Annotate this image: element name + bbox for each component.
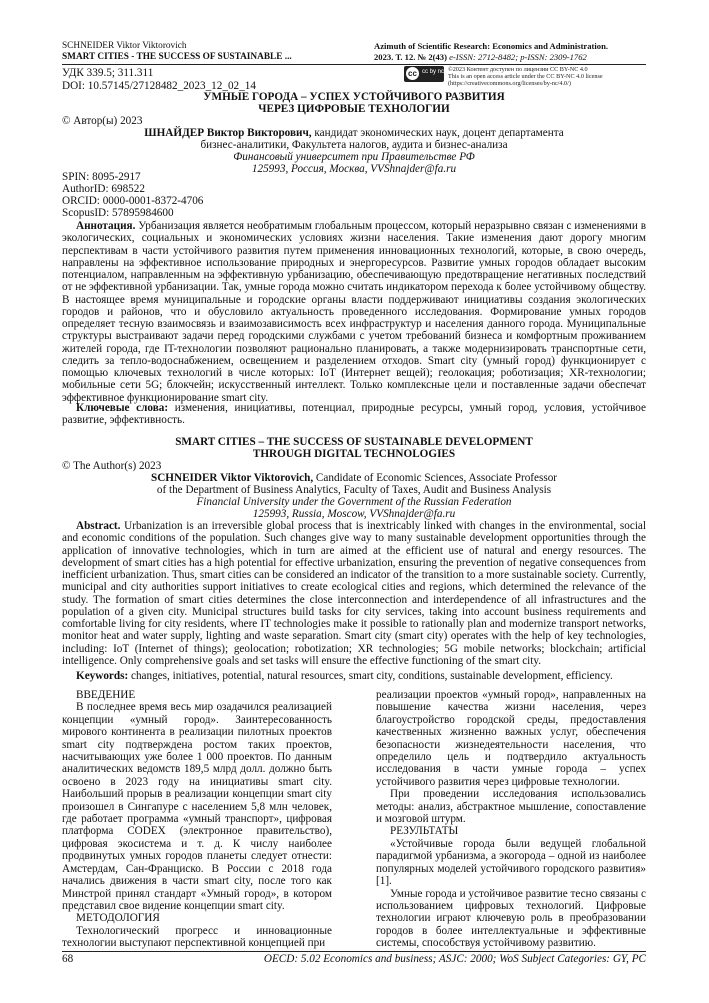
journal-issue-line	[374, 52, 654, 63]
license-line-2: This is an open access article under the CC BY-NC 4.0 license	[448, 73, 603, 80]
results-quote-paragraph: «Устойчивые города были ведущей глобальной парадигмой урбанизма, а экогорода – одной из наиболее популярных моделей устойчивого городского развития» [1].	[376, 837, 646, 888]
header-author: SCHNEIDER Viktor Viktorovich	[62, 41, 187, 51]
ru-title-line-2: ЧЕРЕЗ ЦИФРОВЫЕ ТЕХНОЛОГИИ	[258, 103, 450, 115]
en-title-line-2: THROUGH DIGITAL TECHNOLOGIES	[252, 448, 456, 460]
ru-copyright: © Автор(ы) 2023	[62, 115, 143, 127]
udc-code: УДК 339.5; 311.311	[62, 67, 154, 79]
license-link[interactable]: (https://creativecommons.org/licenses/by-nc/4.0/)	[448, 80, 571, 87]
en-keywords	[62, 670, 646, 682]
journal-issue: 2023. Т. 12. № 2(43)	[374, 51, 447, 62]
ru-keywords-label: Ключевые слова:	[76, 402, 169, 414]
body-column-right	[376, 689, 646, 950]
en-address: 125993, Russia, Moscow, VVShnajder@fa.ru	[252, 508, 456, 520]
cc-circle-icon: cc	[406, 67, 419, 80]
introduction-paragraph: В последнее время весь мир озадачился реализацией концепции «умный город». Заинтересованность мирового континента в реализации пилотных проектов smart city подтверждена ростом таких проектов, насчитывающих уже более 1 000 проектов. По данным аналитических ведомств 189,5 млрд долл. должно быть освоено в 2023 году на инициативы smart city. Наибольший прорыв в реализации концепции smart city произошел в Сингапуре с населением 5,8 млн человек, где работает программа «умный транспорт», цифровая платформа CODEX (электронное правительство), цифровая экосистема и т. д. К числу наиболее продвинутых умных городов планеты следует отнести: Амстердам, Сан-Франциско. В России с 2018 года начались движения в части smart city, после того как Минстрой принял стандарт «Умный город», в котором представил свое видение концепции smart city.	[62, 701, 332, 912]
ru-address: 125993, Россия, Москва, VVShnajder@fa.ru	[251, 163, 457, 175]
author-authorid: AuthorID: 698522	[62, 183, 145, 195]
section-heading-methodology: МЕТОДОЛОГИЯ	[76, 912, 160, 925]
ru-affiliation: Финансовый университет при Правительстве РФ	[233, 151, 475, 163]
methods-paragraph: При проведении исследования использовались методы: анализ, абстрактное мышление, сопоставление и мозговой штурм.	[376, 788, 646, 826]
doi[interactable]: DOI: 10.57145/27128482_2023_12_02_14	[62, 79, 256, 92]
methodology-paragraph-start: Технологический прогресс и инновационные технологии выступают перспективной концепцией при	[62, 924, 332, 950]
footer-divider	[62, 951, 646, 952]
ru-title-line-1: УМНЫЕ ГОРОДА – УСПЕХ УСТОЙЧИВОГО РАЗВИТИЯ	[203, 91, 505, 103]
en-author-name: SCHNEIDER Viktor Viktorovich,	[150, 472, 314, 484]
ru-author-line-1	[62, 127, 646, 140]
author-scopusid: ScopusID: 57895984600	[62, 207, 174, 219]
subject-classification: OECD: 5.02 Economics and business; ASJC: 2000; WoS Subject Categories: GY, PC	[263, 953, 646, 965]
en-keywords-text: changes, initiatives, potential, natural resources, smart city, conditions, sustainable development, efficiency.	[128, 670, 613, 682]
header-divider	[62, 64, 646, 65]
results-paragraph: Умные города и устойчивое развитие тесно связаны с использованием цифровых технологий. Цифровые технологии играют ключевую роль в преобразовании городов в более интеллектуальные и эффективные системы, способствуя устойчивому развитию.	[376, 887, 646, 950]
en-abstract-label: Abstract.	[76, 520, 121, 532]
author-spin: SPIN: 8095-2917	[62, 171, 141, 183]
running-header-left	[62, 41, 322, 63]
en-title-line-1: SMART CITIES – THE SUCCESS OF SUSTAINABLE DEVELOPMENT	[175, 436, 533, 448]
en-keywords-label: Keywords:	[76, 670, 129, 682]
section-heading-introduction: ВВЕДЕНИЕ	[76, 689, 136, 701]
journal-issn: e-ISSN: 2712-8482; p-ISSN: 2309-1762	[449, 51, 587, 62]
body-column-left	[62, 689, 332, 950]
running-header-right	[374, 41, 654, 62]
ru-keywords-text: изменения, инициативы, потенциал, природные ресурсы, умный город, условия, устойчивое развитие, эффективность.	[62, 402, 646, 427]
methodology-paragraph-continued: реализации проектов «умный город», направленных на повышение качества жизни населения, через благоустройство городской среды, предоставления качественных жизненно важных услуг, обеспечения безопасности жизнедеятельности населения, что определило цель и подтвердило актуальность исследования в части умные города – успех устойчивого развития через цифровые технологии.	[376, 689, 646, 788]
en-author-department: of the Department of Business Analytics, Faculty of Taxes, Audit and Business Analysis	[156, 484, 552, 496]
ru-abstract-text: Урбанизация является необратимым глобальным процессом, который неразрывно связан с изменениями в экологических, социальных и экономических условиях жизни населения. Такие изменения дают дорогу многим перспективам в части устойчивого развития путем применения инновационных технологий, которые, в свою очередь, направлены на эффективное использование природных и энергоресурсов. Развитие умных городов обладает высоким потенциалом, направленным на эффективную урбанизацию, обеспечивающую предотвращение негативных последствий от не эффективной урбанизации. Так, умные города можно считать индикатором перехода к более устойчивому обществу. В настоящее время муниципальные и городские органы власти поддерживают инициативы создания экологических городов и районов, что и обусловило актуальность проведенного исследования. Формирование умных городов определяет тесную взаимосвязь и взаимозависимость всех инфраструктур и населения данного города. Муниципальные структуры выстраивают задачи перед городскими службами с учетом требований бизнеса и комфортным проживанием жителей города, где IT-технологии позволяют рационально планировать, а также модернизировать транспортные сети, следить за тепло-водоснабжением, освещением и разделением отходов. Smart city (умный город) функционирует с помощью ключевых технологий в числе которых: IoT (Интернет вещей); геолокация; роботизация; XR-технологии; мобильные сети 5G; блокчейн; искусственный интеллект. Только комплексные цели и поставленные задачи обеспечат эффективное функционирование smart city.	[62, 220, 646, 404]
cc-badge-label: cc by nc	[422, 69, 445, 75]
en-abstract-text: Urbanization is an irreversible global process that is inextricably linked with changes in the environmental, social and economic conditions of the population. Such changes give way to many sustainable development opportunities through the application of innovative technologies, which in turn are aimed at the efficient use of natural and energy resources. The development of smart cities has a high potential for effective urbanization, ensuring the prevention of negative consequences from inefficient urbanization. Thus, smart cities can be considered an indicator of the transition to a more sustainable society. Currently, municipal and city authorities support initiatives to create ecological cities and regions, which determined the relevance of the study. The formation of smart cities determines the close interconnection and interdependence of all infrastructures and the population of a given city. Municipal structures build tasks for city services, taking into account business requirements and comfortable living for city residents, where IT technologies make it possible to rationally plan and modernize transport networks, monitor heat and water supply, lighting and waste separation. Smart city (smart city) operates with the help of key technologies, including: IoT (Internet of things); geolocation; robotization; XR technologies; 5G mobile networks; blockchain; artificial intelligence. Only comprehensive goals and set tasks will ensure the effective functioning of the smart city.	[62, 520, 646, 667]
en-author-line-1	[62, 472, 646, 485]
license-text	[448, 66, 603, 87]
author-orcid: ORCID: 0000-0001-8372-4706	[62, 195, 204, 207]
header-title: SMART CITIES - THE SUCCESS OF SUSTAINABLE ...	[62, 52, 292, 62]
ru-author-department: бизнес-аналитики, Факультета налогов, аудита и бизнес-анализа	[200, 139, 508, 151]
ru-author-position: кандидат экономических наук, доцент департамента	[311, 127, 564, 139]
en-author-position: Candidate of Economic Sciences, Associate Professor	[313, 472, 558, 484]
ru-abstract-label: Аннотация.	[76, 220, 136, 232]
en-abstract	[62, 520, 646, 667]
page-number: 68	[62, 953, 74, 965]
cc-license-icon	[404, 66, 444, 82]
journal-name: Azimuth of Scientific Research: Economics and Administration.	[374, 41, 609, 51]
en-affiliation: Financial University under the Government of the Russian Federation	[196, 496, 512, 508]
ru-abstract	[62, 220, 646, 404]
section-heading-results: РЕЗУЛЬТАТЫ	[390, 825, 459, 838]
article-identifiers	[62, 67, 256, 92]
ru-keywords	[62, 402, 646, 427]
en-copyright: © The Author(s) 2023	[62, 460, 162, 472]
license-block	[404, 66, 654, 86]
license-line-1: ©2023 Контент доступен по лицензии CC BY-NC 4.0	[448, 66, 588, 73]
ru-author-name: ШНАЙДЕР Виктор Викторович,	[144, 127, 312, 139]
